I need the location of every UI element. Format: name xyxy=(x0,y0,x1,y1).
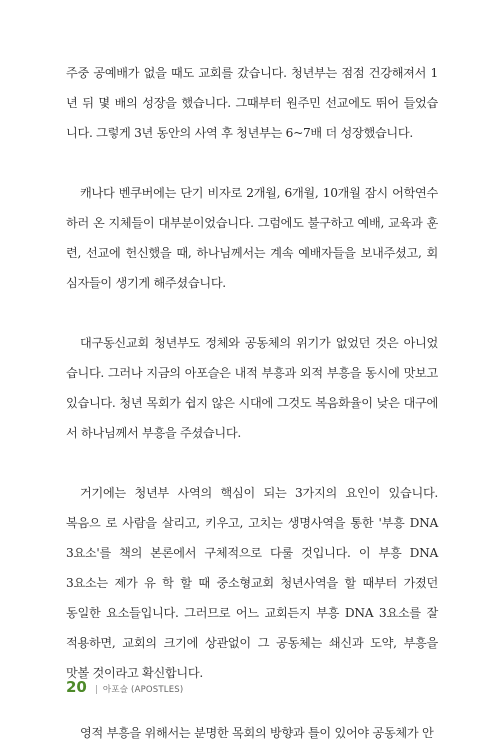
paragraph-gap xyxy=(66,298,438,328)
text-line: 로 사람을 살리고, 키우고, 고치는 생명사역을 통한 '부흥 DNA 3요소'를 xyxy=(66,516,438,560)
paragraph-4 xyxy=(66,478,438,688)
text-line: 심자들이 생기게 해주셨습니다. xyxy=(66,276,226,290)
text-line: 련, 선교에 헌신했을 때, 하나님께서는 계속 예배자들을 보내주셨고, 회 xyxy=(66,246,438,260)
text-line: 그러므로 어느 교회든지 부흥 DNA 3요소를 잘 적용하면, 교회의 크기에 xyxy=(66,606,439,650)
paragraph-gap xyxy=(66,448,438,478)
text-line: 거기에는 청년부 사역의 핵심이 되는 3가지의 요인이 있습니다. 복음으 xyxy=(66,486,438,530)
text-line: 년 뒤 몇 배의 성장을 했습니다. 그때부터 원주민 선교에도 뛰어 들었습 xyxy=(66,96,438,110)
text-line: 하러 온 지체들이 대부분이었습니다. 그럼에도 불구하고 예배, 교육과 훈 xyxy=(66,216,438,230)
text-line: 니다. 그렇게 3년 동안의 사역 후 청년부는 6~7배 더 성장했습니다. xyxy=(66,126,413,140)
text-line: 있습니다. 청년 목회가 쉽지 않은 시대에 그것도 복음화율이 낮은 대구에 xyxy=(66,396,438,410)
text-line: 영적 부흥을 위해서는 분명한 목회의 방향과 틀이 있어야 공동체가 안 xyxy=(80,726,434,740)
paragraph-5 xyxy=(66,718,438,748)
text-line: 서 하나님께서 부흥을 주셨습니다. xyxy=(66,426,241,440)
text-line: 캐나다 벤쿠버에는 단기 비자로 2개월, 6개월, 10개월 잠시 어학연수 xyxy=(80,186,438,200)
body-text xyxy=(66,58,438,748)
text-line: 상관없이 그 공동체는 쇄신과 도약, 부흥을 맛볼 것이라고 확신합니다. xyxy=(66,636,438,680)
paragraph-1 xyxy=(66,58,438,148)
text-line: 책의 본론에서 구체적으로 다룰 것입니다. 이 부흥 DNA 3요소는 제가 유 xyxy=(66,546,438,590)
running-title: 아포슬 (APOSTLES) xyxy=(102,685,184,695)
text-line: 주중 공예배가 없을 때도 교회를 갔습니다. 청년부는 점점 건강해져서 1 xyxy=(66,66,438,80)
paragraph-2 xyxy=(66,178,438,298)
footer-separator: | xyxy=(94,685,98,695)
text-line: 습니다. 그러나 지금의 아포슬은 내적 부흥과 외적 부흥을 동시에 맛보고 xyxy=(66,366,438,380)
text-line: 대구동신교회 청년부도 정체와 공동체의 위기가 없었던 것은 아니었 xyxy=(80,336,438,350)
paragraph-3 xyxy=(66,328,438,448)
text-line: 학 할 때 중소형교회 청년사역을 할 때부터 가졌던 동일한 요소들입니다. xyxy=(66,576,438,620)
page-footer xyxy=(66,678,183,696)
page-number: 20 xyxy=(66,678,87,696)
paragraph-gap xyxy=(66,148,438,178)
